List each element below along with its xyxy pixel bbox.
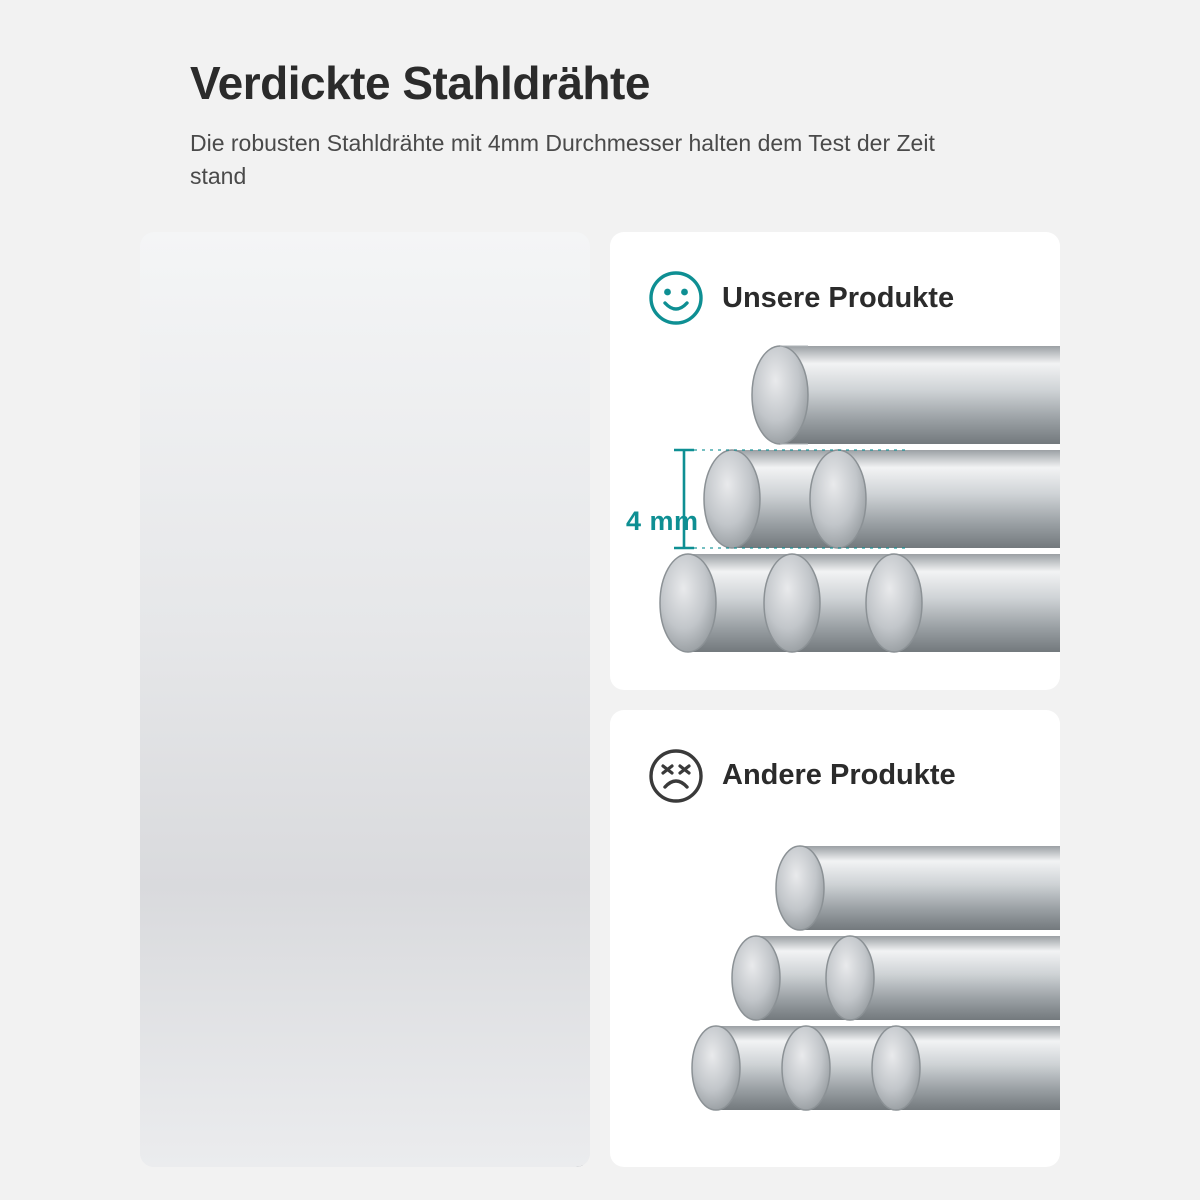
rod-row-middle-right [826, 936, 1060, 1020]
rod-row-bottom-3 [872, 1026, 1060, 1110]
header [190, 58, 1020, 193]
page-title: Verdickte Stahldrähte [190, 57, 650, 109]
page-subtitle: Die robusten Stahldrähte mit 4mm Durchmesser halten dem Test der Zeit stand [190, 129, 935, 189]
rod-row-bottom-3 [866, 554, 1060, 652]
card-our-products-title: Unsere Produkte [722, 281, 955, 314]
card-other-products [610, 710, 1060, 1168]
card-other-products-title: Andere Produkte [722, 759, 956, 791]
rod-row-middle-right [810, 450, 1060, 548]
comparison-column [610, 232, 1060, 1167]
other-rods-illustration [610, 806, 1060, 1156]
content-area [140, 232, 1060, 1167]
card-other-products-header [610, 710, 1060, 804]
smiley-sad-icon [648, 748, 704, 804]
our-rods-illustration [610, 328, 1060, 678]
card-our-products-header [610, 232, 1060, 326]
rod-row-top-2 [920, 846, 1060, 930]
rod-row-top-2 [910, 346, 1060, 444]
dimension-label: 4 mm [626, 506, 699, 536]
smiley-happy-icon [648, 270, 704, 326]
card-our-products [610, 232, 1060, 690]
product-closeup-photo [140, 232, 590, 1167]
photo-background [140, 232, 590, 1167]
